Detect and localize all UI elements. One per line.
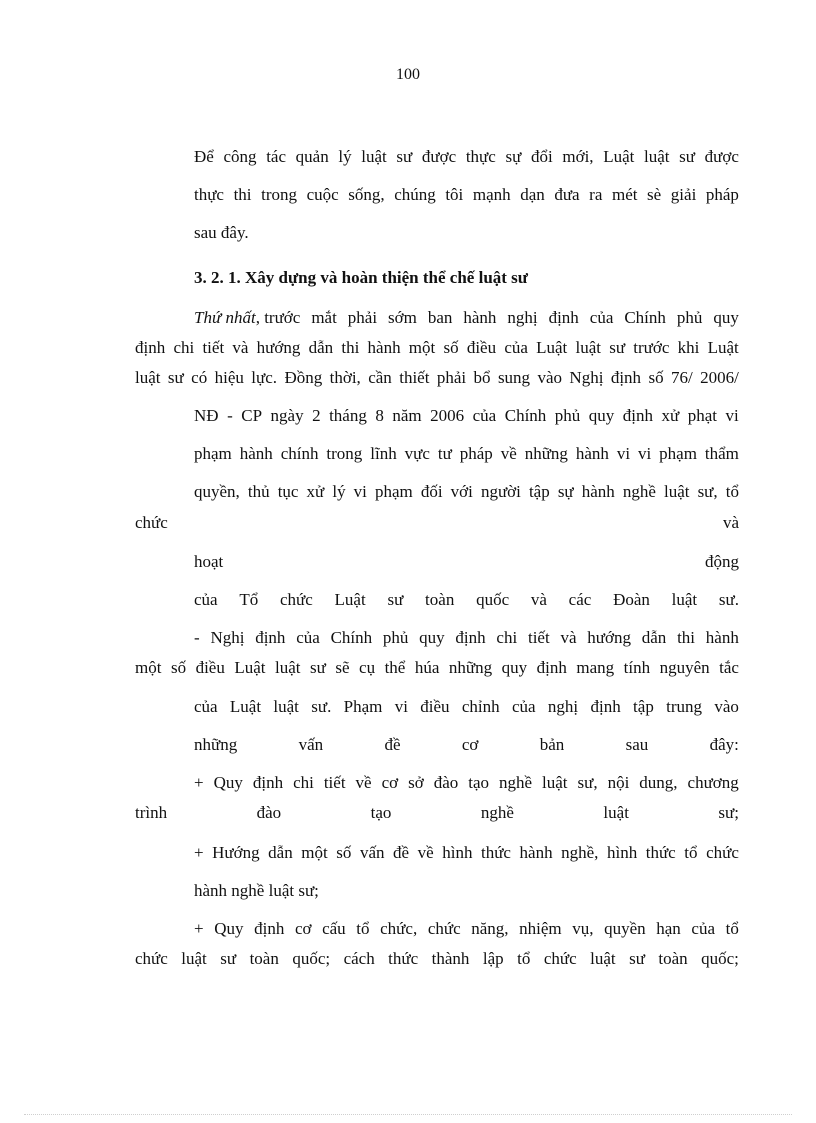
paragraph-line [135,802,739,824]
word: 2006 [430,406,465,425]
word: lý [338,147,352,166]
word: trước [633,338,670,357]
word: vi [394,697,408,716]
word: về [417,843,434,862]
word: hành [575,444,609,463]
word: vấn [298,735,324,754]
word: Đồng [284,368,323,387]
paragraph-line [194,918,739,940]
paragraph-line [194,184,739,206]
word: trong [261,185,297,204]
word: chính [280,444,319,463]
word: thi [233,185,252,204]
word: định [610,368,642,387]
paragraph-line [194,696,739,718]
word: thể [384,658,406,677]
word: Chính [330,628,373,647]
word: chỉnh [461,697,500,716]
word: những [448,658,493,677]
word: và [560,628,577,647]
word: sống, [348,185,385,204]
word: luật [181,949,207,968]
word: hành [463,308,497,327]
word: đây: [709,735,739,754]
word: thi [341,338,360,357]
word: thực [465,147,496,166]
word: húa [414,658,440,677]
word: quyền, [194,482,240,501]
word: một [301,843,328,862]
word: lực. [251,368,278,387]
word: định [622,406,654,425]
word: Tổ [239,590,259,609]
word: luật [273,697,299,716]
word: của [194,590,218,609]
word: của [512,697,536,716]
word: CP [241,406,263,425]
word: hình [606,843,638,862]
word: thực [194,185,224,204]
word: trong [326,444,363,463]
word: lập [482,949,504,968]
word: bổ [473,368,491,387]
word: sở [408,773,424,792]
word: hành [705,628,739,647]
word: Luật [603,147,635,166]
word: vi [353,482,367,501]
word: lĩnh [370,444,397,463]
word: định [455,628,486,647]
word: thức [481,843,511,862]
word: cuộc [306,185,339,204]
word: tiết [202,338,225,357]
word: và [722,513,739,532]
word: hành [367,338,401,357]
word: tập [633,697,654,716]
word: Đoàn [613,590,650,609]
word: quản [295,147,329,166]
word: trình [135,803,168,822]
word: chương [687,773,739,792]
word: nhiệm [519,919,562,938]
word: - [227,406,233,425]
word: tổ [517,949,531,968]
word: và [232,338,249,357]
word: quốc; [292,949,331,968]
word: nghề [498,773,533,792]
word: động [705,552,739,571]
word: toàn [658,949,688,968]
word: định [254,919,285,938]
word: nghề [622,482,656,501]
word: sư [387,590,404,609]
word: toàn [249,949,279,968]
paragraph-line [194,481,739,503]
word: phạm [194,444,232,463]
word: tư [437,444,452,463]
word: luật [590,949,616,968]
page-number: 100 [396,66,420,83]
word: nguyên [659,658,710,677]
word: hạn [656,919,681,938]
word: một [135,658,162,677]
word: sư. [311,697,332,716]
word: năng, [471,919,509,938]
paragraph-line [194,589,739,611]
word: được [704,147,739,166]
word: tổ [725,919,739,938]
paragraph-line [194,443,739,465]
word: 8 [375,406,384,425]
word: sư [310,658,326,677]
word: quy [501,658,528,677]
word: chi [496,628,518,647]
word: Chính [504,406,547,425]
word: phải [347,308,378,327]
word: tiết [527,628,550,647]
word: tác [266,147,287,166]
word: chi [173,338,195,357]
word: mắt [311,308,337,327]
word: chúng [394,185,436,204]
word: + [194,843,204,862]
word: thức [388,949,419,968]
page-edge-rule [24,1114,792,1115]
word: tập [528,482,550,501]
word: đề [384,735,401,754]
word: luật [603,803,629,822]
word: phạt [687,406,718,425]
word: những [194,735,238,754]
word: định [135,338,166,357]
word: chức [279,590,313,609]
word: tiết [323,773,346,792]
word: của [194,697,218,716]
word: đào [433,773,459,792]
word: Quy [213,773,243,792]
paragraph-line [135,337,739,359]
word: Nghị [569,368,604,387]
paragraph-line [135,512,739,534]
word: tháng [329,406,367,425]
word: vi [725,406,739,425]
word: tục [277,482,299,501]
word: quốc; [701,949,739,968]
word: hiệu [214,368,244,387]
word: khi [677,338,700,357]
word: 2 [312,406,321,425]
paragraph-line [194,307,739,329]
section-heading: 3. 2. 1. Xây dựng và hoàn thiện thể chế luật sư [194,268,528,287]
word: định [252,773,284,792]
word: sự [505,147,522,166]
word: đào [256,803,282,822]
word: luật [663,482,690,501]
word: vào [714,697,739,716]
word: quy [713,308,739,327]
word: Nghị [210,628,245,647]
word: số [170,658,187,677]
word: phủ [676,308,703,327]
word: dạn [520,185,545,204]
word: cơ [381,773,399,792]
word: định [255,628,286,647]
word: vi [616,444,631,463]
word: đổi [530,147,553,166]
word: tạo [468,773,489,792]
word: của [504,338,528,357]
word: luật [575,338,601,357]
word: phạm [374,482,413,501]
word: xử [661,406,680,425]
word: nghề [480,803,514,822]
word: luật [275,658,301,677]
word: điều [420,697,450,716]
word: + [194,773,204,792]
word: pháp [459,444,493,463]
word: Để [194,147,214,166]
word: Phạm [343,697,383,716]
word: công [223,147,257,166]
word: các [568,590,592,609]
word: nghề, [561,843,599,862]
word: vào [537,368,563,387]
word: nghị [547,697,579,716]
word: điều [466,338,497,357]
word: vi [638,444,652,463]
word: phủ [554,406,581,425]
word: ra [589,185,603,204]
word: Luật [707,338,739,357]
word: của [589,308,614,327]
word: cơ [294,919,312,938]
word: thi [677,628,696,647]
word: cơ [461,735,479,754]
word: chức [427,919,461,938]
word: hình [442,843,473,862]
word: nội [607,773,630,792]
paragraph-line [135,948,739,970]
word: vực [404,444,430,463]
word: đối [420,482,443,501]
word: của [296,628,320,647]
paragraph-line [194,146,739,168]
word: số [443,338,459,357]
word: cấu [322,919,346,938]
word: tổ [356,919,370,938]
word: chức [543,949,577,968]
word: sư [629,949,645,968]
word: , trước [255,308,301,327]
word: dẫn [308,338,334,357]
word: cách [343,949,375,968]
word: sẽ [335,658,350,677]
word: quy [419,628,445,647]
word: cần [368,368,392,387]
word: hướng [256,338,301,357]
word: số [648,368,664,387]
word: mét [611,185,638,204]
word: chức [135,513,168,532]
word: được [421,147,457,166]
word: thức [645,843,676,862]
word: định [536,658,567,677]
word: luật [644,147,670,166]
word: phải [436,368,467,387]
word: hướng [587,628,631,647]
word: định [590,697,621,716]
word: + [194,919,204,938]
paragraph-line [194,772,739,794]
paragraph-line [194,734,739,756]
word: hành [519,843,553,862]
word: Hướng [212,843,260,862]
word: thời, [329,368,361,387]
word: của [472,406,497,425]
word: phủ [382,628,409,647]
word: vấn [359,843,385,862]
word: tổ [725,482,739,501]
word: thẩm [704,444,739,463]
word: thiết [399,368,430,387]
word: sư [220,949,237,968]
word: có [191,368,208,387]
word: NĐ [194,406,219,425]
word: chức, [380,919,418,938]
word: sư; [718,803,739,822]
word: sư. [718,590,739,609]
word: năm [392,406,422,425]
word: và [530,590,547,609]
word: sư, [697,482,718,501]
word: của [691,919,716,938]
paragraph-line [135,367,739,389]
word: dẫn [641,628,667,647]
word: sư [167,368,184,387]
paragraph-line: sau đây. [194,223,249,242]
word: quy [588,406,615,425]
word: Luật [229,697,262,716]
word: đề [393,843,410,862]
word: vụ, [572,919,594,938]
word: một [408,338,436,357]
paragraph-line [194,551,739,573]
word: chức [706,843,739,862]
word: mới, [562,147,594,166]
word: chức [135,949,168,968]
word: 2006/ [700,368,739,387]
word: Quy [214,919,244,938]
word: sư, [577,773,598,792]
word: chi [293,773,314,792]
word: xử [306,482,325,501]
word: quốc [476,590,510,609]
word: sư [396,147,413,166]
word: thủ [247,482,270,501]
word: nghị [507,308,538,327]
word: sè [647,185,662,204]
word: toàn [425,590,455,609]
word: sung [497,368,531,387]
word: với [450,482,473,501]
word: sự [557,482,574,501]
word: luật [361,147,387,166]
word: sư [609,338,626,357]
word: tôi [445,185,464,204]
word: luật [135,368,161,387]
word: về [500,444,517,463]
word: quyền [604,919,646,938]
word: Luật [234,658,266,677]
word: 76/ [671,368,693,387]
word: người [480,482,521,501]
word: cụ [359,658,376,677]
word: định [548,308,579,327]
word: Luật [536,338,568,357]
word: dẫn [268,843,293,862]
word: phạm [659,444,697,463]
word: về [355,773,372,792]
paragraph-line [194,405,739,427]
word: - [194,628,200,647]
word: ban [427,308,453,327]
word: hành [581,482,615,501]
emphasis-text: Thứ nhất [194,308,256,327]
word: hoạt [194,552,224,571]
word: sớm [388,308,417,327]
word: điều [195,658,225,677]
word: giải [670,185,697,204]
paragraph-line [135,657,739,679]
word: dung, [639,773,678,792]
word: pháp [705,185,739,204]
word: số [336,843,352,862]
word: đưa [554,185,580,204]
paragraph-line [194,842,739,864]
word: trung [666,697,703,716]
word: tạo [370,803,392,822]
word: bản [539,735,565,754]
word: tính [623,658,651,677]
word: luật [671,590,698,609]
word: sau [625,735,649,754]
word: luật [542,773,568,792]
paragraph-line: hành nghề luật sư; [194,881,319,900]
word: sư [679,147,696,166]
word: mang [576,658,615,677]
paragraph-line [194,627,739,649]
word: mạnh [472,185,511,204]
word: tắc [719,658,739,677]
word: tổ [684,843,698,862]
word: thành [431,949,470,968]
word: ngày [270,406,304,425]
word: Luật [334,590,366,609]
word: Chính [624,308,666,327]
word: lý [332,482,346,501]
word: hành [239,444,273,463]
word: những [524,444,568,463]
